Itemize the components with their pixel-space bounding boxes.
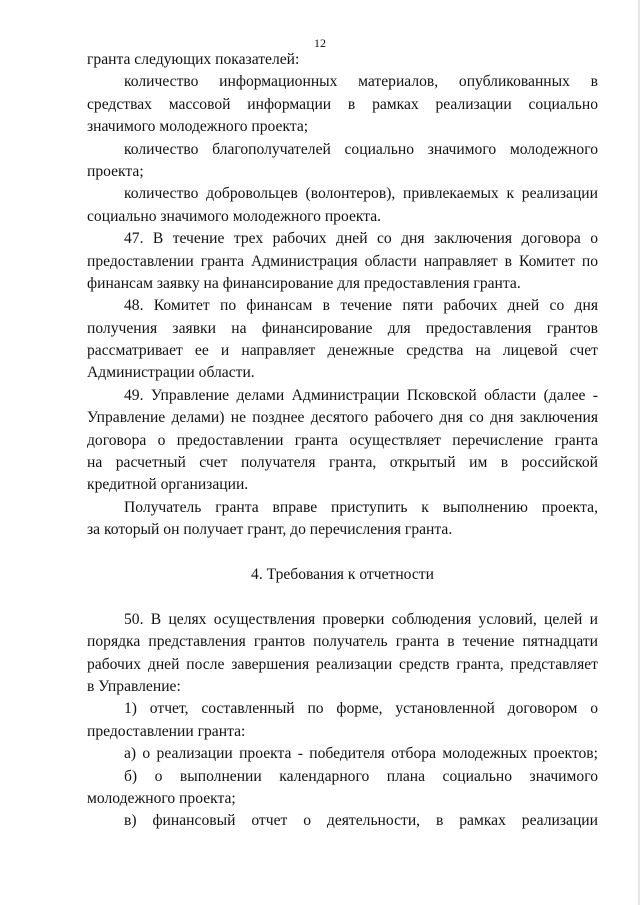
text-line: количество добровольцев (волонтеров), привлекаемых к реализации (124, 185, 598, 203)
text-line: рассматривает ее и направляет денежные средства на лицевой счет (87, 342, 598, 360)
spacer (87, 586, 598, 608)
text-line: количество благополучателей социально значимого молодежного (124, 140, 598, 158)
text-line: 50. В целях осуществления проверки соблюдения условий, целей и (124, 610, 598, 628)
spacer (87, 542, 598, 564)
text-line: молодежного проекта; (87, 789, 236, 807)
text-line: значимого молодежного проекта; (87, 118, 309, 136)
text-line: рабочих дней после завершения реализации средств гранта, представляет (87, 655, 598, 673)
text-line: социально значимого молодежного проекта. (87, 207, 382, 225)
text-line: порядка представления грантов получатель гранта в течение пятнадцати (87, 633, 598, 651)
text-line: получения заявки на финансирование для предоставления грантов (87, 319, 598, 337)
text-line: количество информационных материалов, опубликованных в (124, 73, 598, 91)
text-line: в Управление: (87, 677, 181, 695)
text-line: финансам заявку на финансирование для предоставления гранта. (87, 274, 521, 292)
page-number: 12 (314, 36, 326, 50)
text-line: кредитной организации. (87, 476, 249, 494)
section-heading: 4. Требования к отчетности (251, 565, 434, 583)
paragraphs-before-heading (87, 49, 598, 542)
text-line: Администрации области. (87, 364, 255, 382)
text-line: 49. Управление делами Администрации Псковской области (далее - (124, 386, 598, 404)
text-line: б) о выполнении календарного плана социально значимого (124, 767, 598, 785)
text-line: 48. Комитет по финансам в течение пяти рабочих дней со дня (124, 297, 598, 315)
text-line: гранта следующих показателей: (87, 51, 300, 68)
text-line: 1) отчет, составленный по форме, установленной договором о (124, 700, 598, 718)
text-line: за который он получает грант, до перечисления гранта. (87, 521, 453, 539)
text-line: а) о реализации проекта - победителя отбора молодежных проектов; (124, 745, 598, 763)
paragraphs-after-heading (87, 609, 598, 833)
text-line: Управление делами) не позднее десятого рабочего дня со дня заключения (87, 409, 598, 427)
text-line: Получатель гранта вправе приступить к выполнению проекта, (124, 498, 598, 516)
text-line: договора о предоставлении гранта осуществляет перечисление гранта (87, 431, 598, 449)
text-line: 47. В течение трех рабочих дней со дня заключения договора о (124, 230, 598, 248)
text-line: на расчетный счет получателя гранта, открытый им в российской (87, 454, 598, 472)
text-line: в) финансовый отчет о деятельности, в рамках реализации (124, 812, 598, 830)
text-line: предоставлении гранта Администрация области направляет в Комитет по (87, 252, 598, 270)
text-line: средствах массовой информации в рамках реализации социально (87, 95, 598, 113)
text-line: проекта; (87, 162, 144, 180)
document-body (87, 49, 598, 833)
text-line: предоставлении гранта: (87, 722, 246, 740)
